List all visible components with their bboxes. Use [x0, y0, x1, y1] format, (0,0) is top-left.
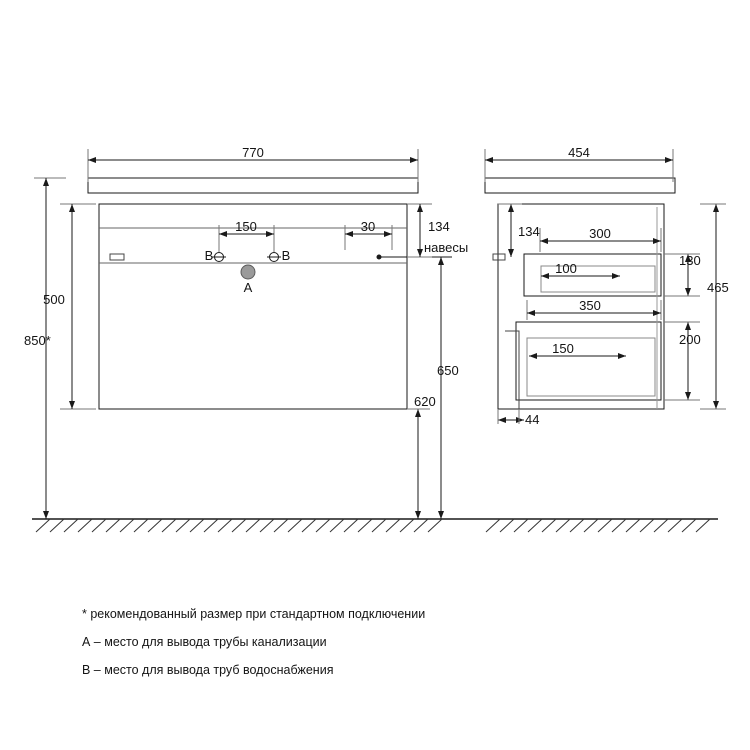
label-dim-150-side: 150: [552, 341, 574, 356]
label-dim-770: 770: [242, 145, 264, 160]
label-dim-300: 300: [589, 226, 611, 241]
label-dim-620: 620: [414, 394, 436, 409]
label-dim-200: 200: [679, 332, 701, 347]
floor-hatch: [36, 519, 710, 532]
label-dim-44: 44: [525, 412, 540, 427]
cabinet-body-front: [99, 204, 407, 409]
label-dim-465: 465: [707, 280, 729, 295]
label-dim-350: 350: [579, 298, 601, 313]
label-dim-30: 30: [360, 219, 376, 234]
label-dim-134-front: 134: [428, 219, 450, 234]
label-dim-500: 500: [43, 292, 65, 307]
label-navesy: навесы: [424, 240, 469, 255]
label-dim-454: 454: [568, 145, 590, 160]
label-dim-850: 850*: [24, 333, 51, 348]
label-dim-134-side: 134: [518, 224, 540, 239]
label-dim-150: 150: [235, 219, 257, 234]
legend-line-1: * рекомендованный размер при стандартном подключении: [82, 607, 426, 621]
legend-line-2: А – место для вывода трубы канализации: [82, 635, 327, 649]
label-dim-650: 650: [437, 363, 459, 378]
legend: [82, 600, 682, 684]
countertop-front: [88, 178, 418, 193]
label-dim-100: 100: [555, 261, 577, 276]
lower-drawer: [516, 322, 661, 400]
label-marker-a: A: [243, 280, 253, 295]
label-marker-b-left: B: [204, 248, 214, 263]
countertop-side: [485, 178, 675, 193]
upper-drawer: [524, 254, 661, 296]
label-marker-b-right: B: [281, 248, 291, 263]
label-dim-130: 130: [679, 253, 701, 268]
legend-line-3: В – место для вывода труб водоснабжения: [82, 663, 334, 677]
